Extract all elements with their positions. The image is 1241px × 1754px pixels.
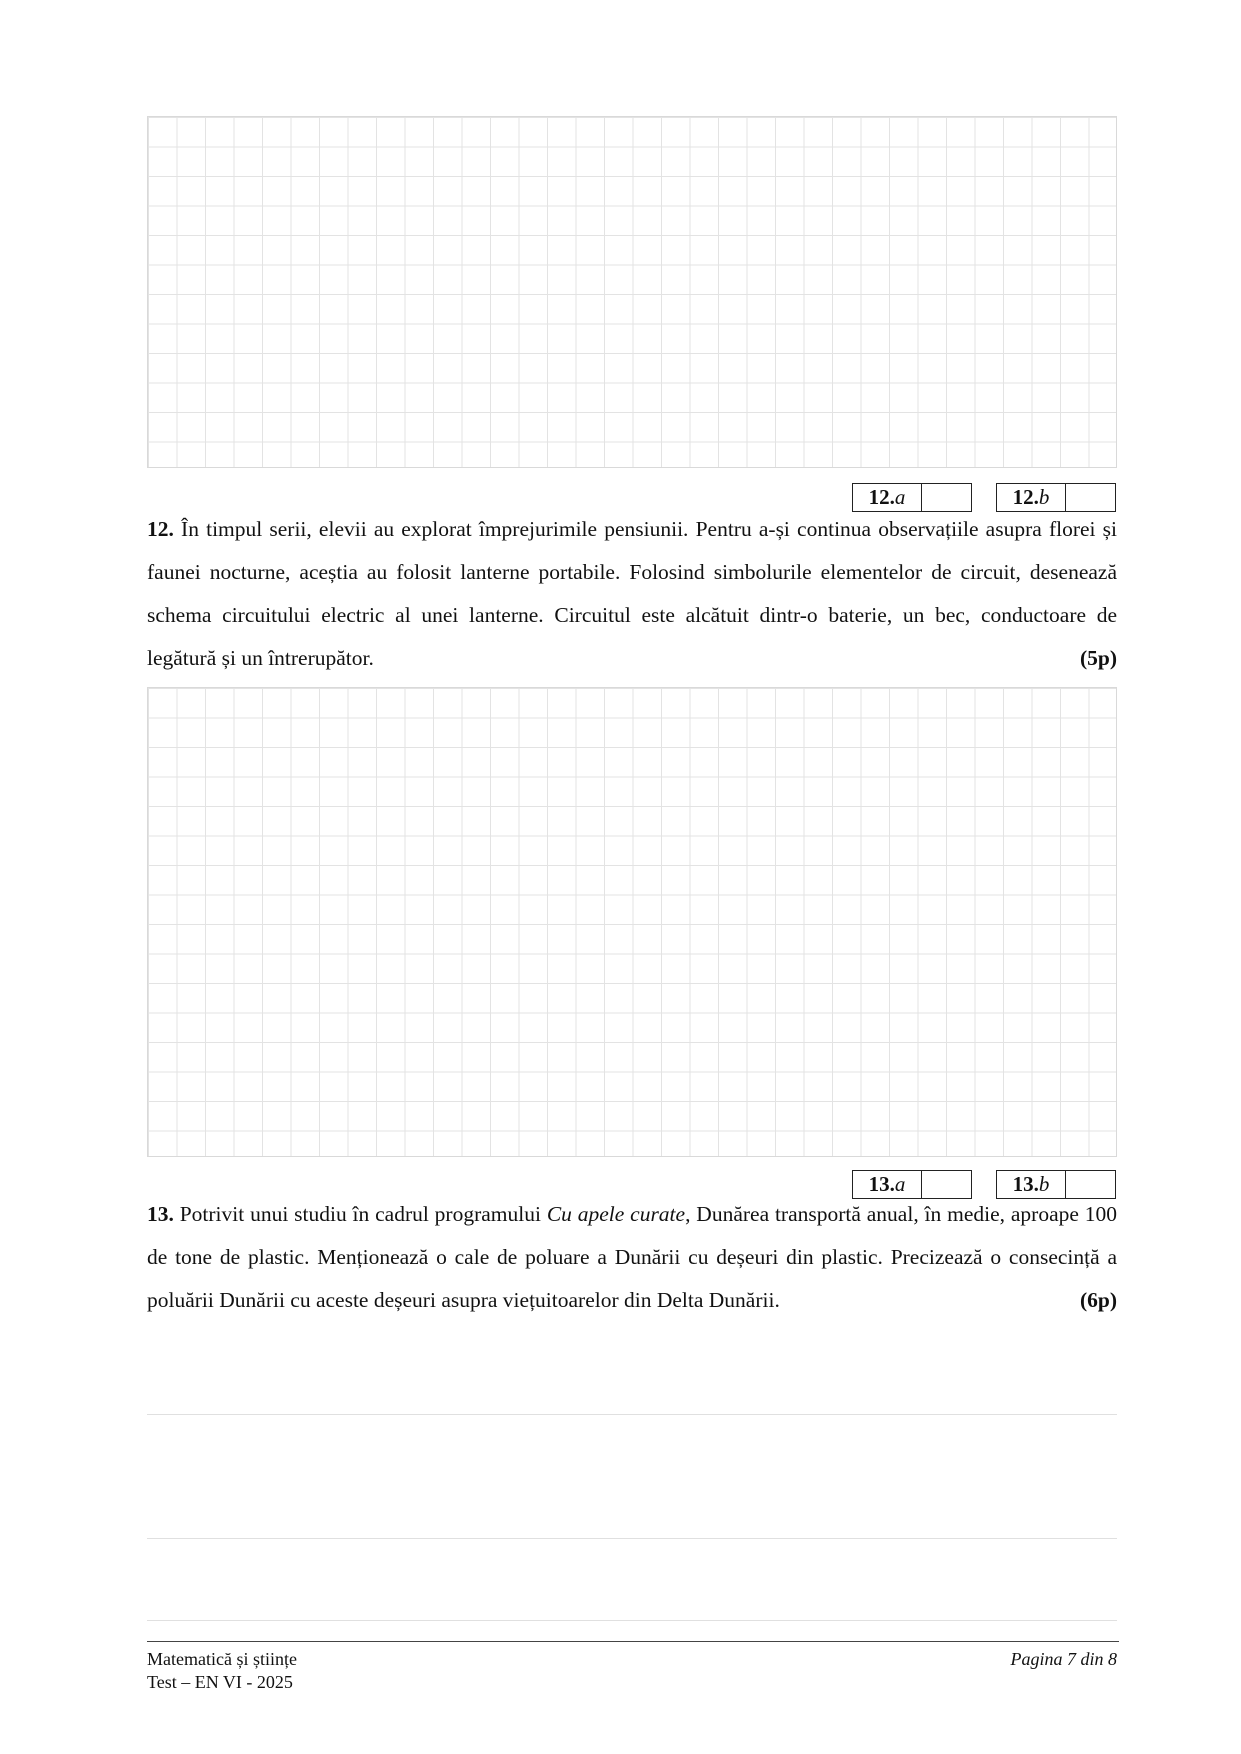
answer-grid-top (147, 116, 1117, 468)
question-number: 13. (147, 1202, 174, 1226)
footer-left (147, 1648, 297, 1694)
score-box-value[interactable] (1066, 484, 1115, 511)
answer-grid-q12[interactable] (147, 687, 1117, 1157)
question-12 (147, 508, 1117, 680)
score-box-label: 12. b (997, 484, 1066, 511)
question-text: În timpul serii, elevii au explorat împrejurimile pensiunii. Pentru a-și continua observațiile asupra florei și faunei nocturne, aceștia au folosit lanterne portabile. Folosind simbolurile elementelor de circuit, desenează schema circuitului electric al unei lanterne. Circuitul este alcătuit dintr-o baterie, un bec, conductoare de legătură și un întrerupător. (147, 517, 1117, 670)
answer-line-1[interactable] (147, 1414, 1117, 1415)
question-points: (6p) (1079, 1288, 1117, 1312)
score-box-label: 12. a (853, 484, 922, 511)
question-text-after: , Dunărea transportă anual, în medie, aproape 100 de tone de plastic. Menționează o cale de poluare a Dunării cu deșeuri din plastic. Precizează o consecință a poluării Dunării cu aceste deșeuri asupra viețuitoarelor din Delta Dunării. (147, 1202, 1117, 1312)
program-name: Cu apele curate (546, 1202, 686, 1226)
question-text-before: Potrivit unui studiu în cadrul programului (179, 1202, 541, 1226)
footer-subject: Matematică și științe (147, 1649, 297, 1669)
footer-test: Test – EN VI - 2025 (147, 1672, 293, 1692)
score-box-label: 13. b (997, 1171, 1066, 1198)
footer-divider (147, 1641, 1119, 1642)
score-box-value[interactable] (922, 484, 971, 511)
question-13 (147, 1193, 1117, 1322)
score-box-label: 13. a (853, 1171, 922, 1198)
answer-line-3[interactable] (147, 1620, 1117, 1621)
answer-line-2[interactable] (147, 1538, 1117, 1539)
question-number: 12. (147, 517, 174, 541)
footer-page-number: Pagina 7 din 8 (1010, 1649, 1117, 1669)
question-points: (5p) (1079, 646, 1117, 670)
